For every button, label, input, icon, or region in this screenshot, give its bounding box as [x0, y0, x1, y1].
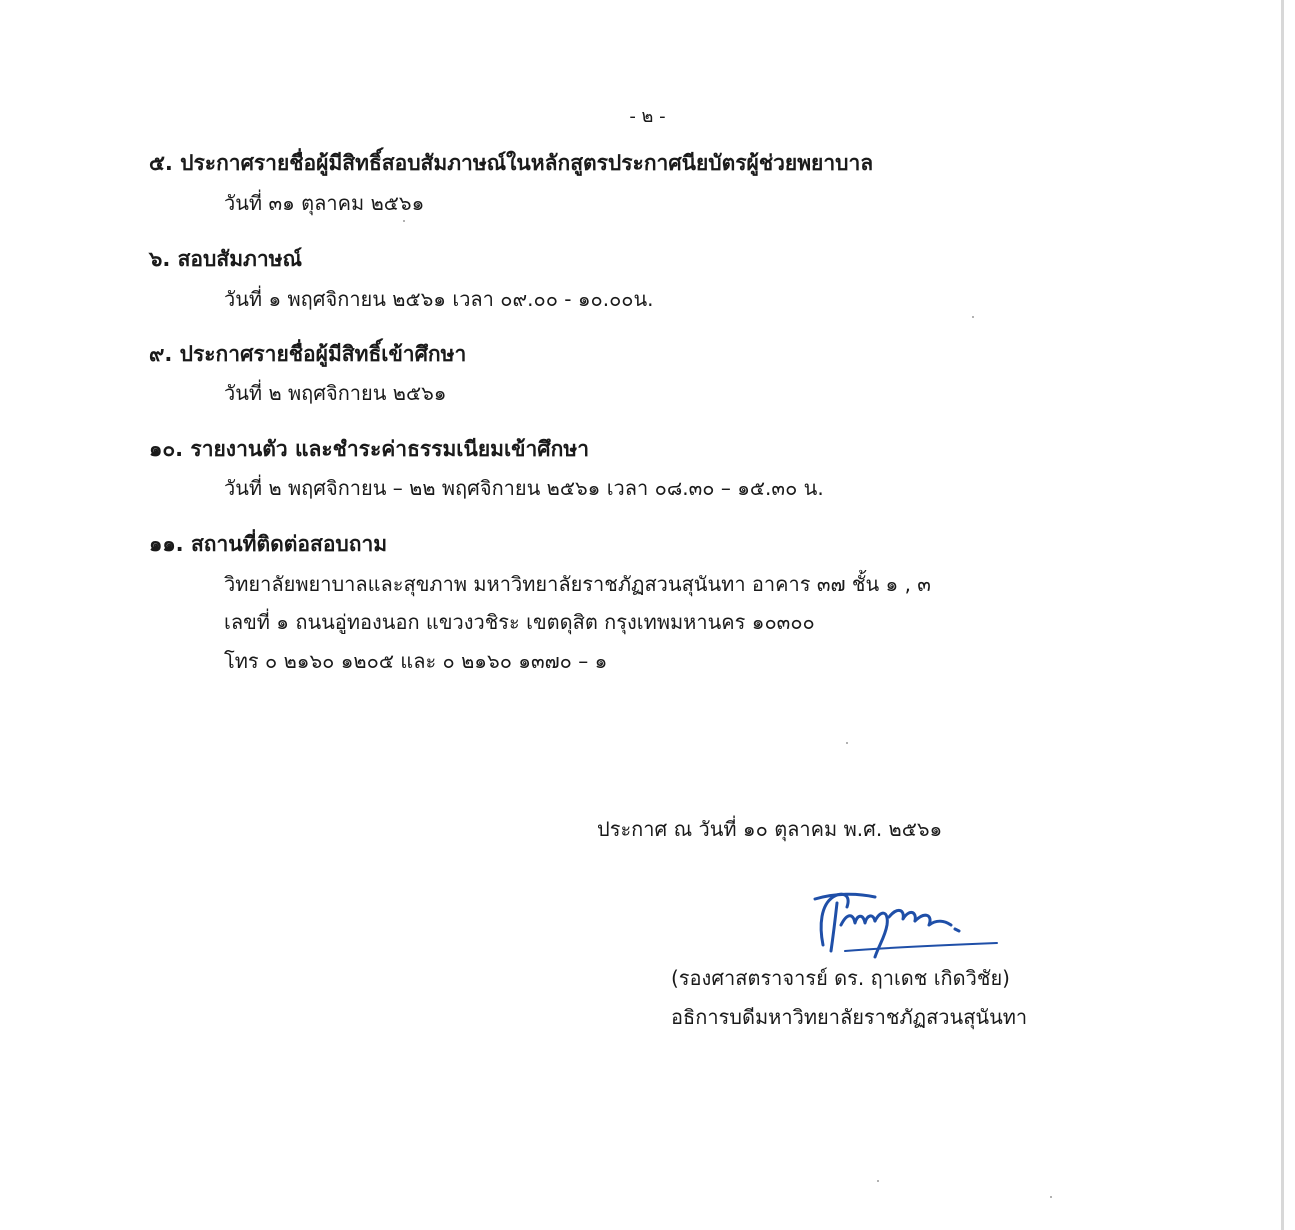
section-heading-5: ๕. ประกาศรายชื่อผู้มีสิทธิ์สอบสัมภาษณ์ในหลักสูตรประกาศนียบัตรผู้ช่วยพยาบาล [149, 151, 874, 175]
contact-address-line-2: เลขที่ ๑ ถนนอู่ทองนอก แขวงวชิระ เขตดุสิต กรุงเทพมหานคร ๑๐๓๐๐ [224, 610, 815, 634]
page-number: - ๒ - [629, 106, 666, 127]
signature-image [805, 885, 1005, 965]
section-6-date: วันที่ ๑ พฤศจิกายน ๒๕๖๑ เวลา ๐๙.๐๐ - ๑๐.๐๐น. [224, 287, 654, 311]
scan-speck [1050, 1196, 1052, 1198]
section-heading-6: ๖. สอบสัมภาษณ์ [149, 247, 302, 271]
contact-phone-line: โทร ๐ ๒๑๖๐ ๑๒๐๕ และ ๐ ๒๑๖๐ ๑๓๗๐ – ๑ [224, 649, 608, 673]
signer-name: (รองศาสตราจารย์ ดร. ฤาเดช เกิดวิชัย) [671, 966, 1010, 990]
section-5-date: วันที่ ๓๑ ตุลาคม ๒๕๖๑ [224, 191, 425, 215]
section-heading-9: ๙. ประกาศรายชื่อผู้มีสิทธิ์เข้าศึกษา [149, 342, 467, 366]
signer-title: อธิการบดีมหาวิทยาลัยราชภัฏสวนสุนันทา [671, 1005, 1028, 1029]
section-heading-11: ๑๑. สถานที่ติดต่อสอบถาม [149, 532, 388, 556]
section-10-date: วันที่ ๒ พฤศจิกายน – ๒๒ พฤศจิกายน ๒๕๖๑ เวลา ๐๘.๓๐ – ๑๕.๓๐ น. [224, 476, 824, 500]
page-edge-divider [1281, 0, 1284, 1230]
scan-speck [846, 742, 848, 744]
scan-speck [972, 316, 974, 318]
scan-speck [877, 1180, 879, 1182]
section-9-date: วันที่ ๒ พฤศจิกายน ๒๕๖๑ [224, 381, 447, 405]
contact-address-line-1: วิทยาลัยพยาบาลและสุขภาพ มหาวิทยาลัยราชภัฏสวนสุนันทา อาคาร ๓๗ ชั้น ๑ , ๓ [224, 572, 931, 596]
section-heading-10: ๑๐. รายงานตัว และชำระค่าธรรมเนียมเข้าศึกษา [149, 437, 589, 461]
scan-speck [403, 220, 405, 222]
announcement-date: ประกาศ ณ วันที่ ๑๐ ตุลาคม พ.ศ. ๒๕๖๑ [597, 817, 943, 841]
